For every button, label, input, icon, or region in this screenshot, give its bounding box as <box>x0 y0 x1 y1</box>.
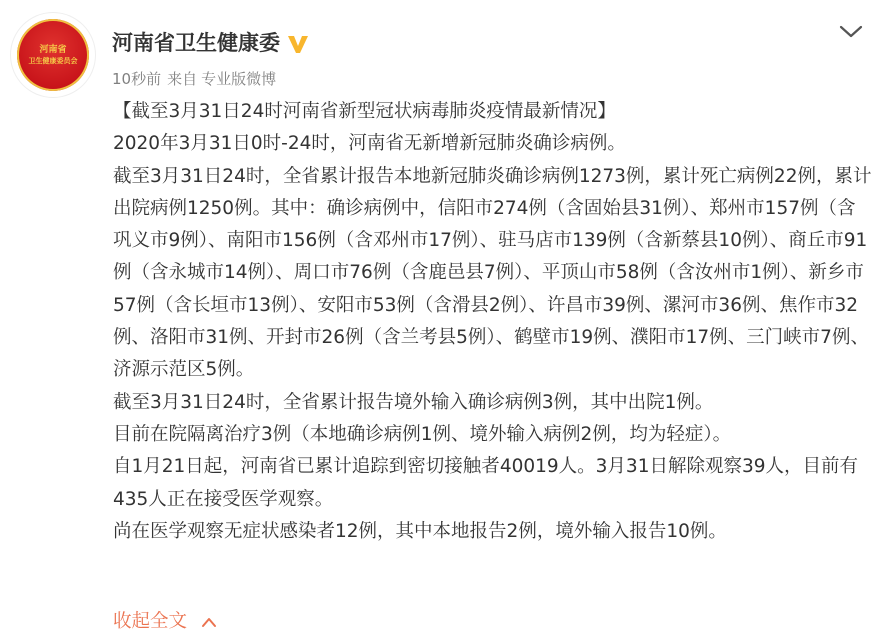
avatar[interactable] <box>11 13 95 97</box>
post-paragraph: 目前在院隔离治疗3例（本地确诊病例1例、境外输入病例2例，均为轻症）。 <box>113 423 732 445</box>
chevron-down-icon[interactable] <box>838 22 864 40</box>
post-time[interactable]: 10秒前 <box>112 70 162 88</box>
collapse-text-button[interactable] <box>113 607 217 637</box>
post-paragraph: 截至3月31日24时，全省累计报告本地新冠肺炎确诊病例1273例，累计死亡病例22例，累计出院病例1250例。其中：确诊病例中，信阳市274例（含固始县31例）、郑州市157例（含巩义市9例）、南阳市156例（含邓州市17例）、驻马店市139例（含新蔡县10例）、商丘市91例（含永城市14例）、周口市76例（含鹿邑县7例）、平顶山市58例（含汝州市1例）、新乡市57例（含长垣市13例）、安阳市53例（含滑县2例）、许昌市39例、漯河市36例、焦作市32例、洛阳市31例、开封市26例（含兰考县5例）、鹤壁市19例、濮阳市17例、三门峡市7例、济源示范区5例。 <box>113 165 872 381</box>
post-source[interactable]: 专业版微博 <box>201 70 277 88</box>
avatar-text-line1: 河南省 <box>39 45 67 55</box>
post-paragraph: 自1月21日起，河南省已累计追踪到密切接触者40019人。3月31日解除观察39人，目前有435人正在接受医学观察。 <box>113 456 859 510</box>
verified-badge-icon <box>286 32 310 56</box>
chevron-up-icon[interactable] <box>201 616 217 628</box>
post-paragraph: 【截至3月31日24时河南省新型冠状病毒肺炎疫情最新情况】 <box>113 101 616 122</box>
avatar-logo <box>17 19 89 91</box>
collapse-label[interactable]: 收起全文 <box>113 611 188 632</box>
source-prefix: 来自 <box>167 70 198 88</box>
post-content <box>113 96 873 548</box>
post-paragraph: 尚在医学观察无症状感染者12例，其中本地报告2例，境外输入报告10例。 <box>113 520 727 542</box>
post-paragraph: 截至3月31日24时，全省累计报告境外输入确诊病例3例，其中出院1例。 <box>113 391 714 413</box>
account-name[interactable]: 河南省卫生健康委 <box>112 31 280 55</box>
avatar-text-line2: 卫生健康委员会 <box>28 57 78 65</box>
post-meta <box>112 69 282 89</box>
post-paragraph: 2020年3月31日0时-24时，河南省无新增新冠肺炎确诊病例。 <box>113 133 626 155</box>
